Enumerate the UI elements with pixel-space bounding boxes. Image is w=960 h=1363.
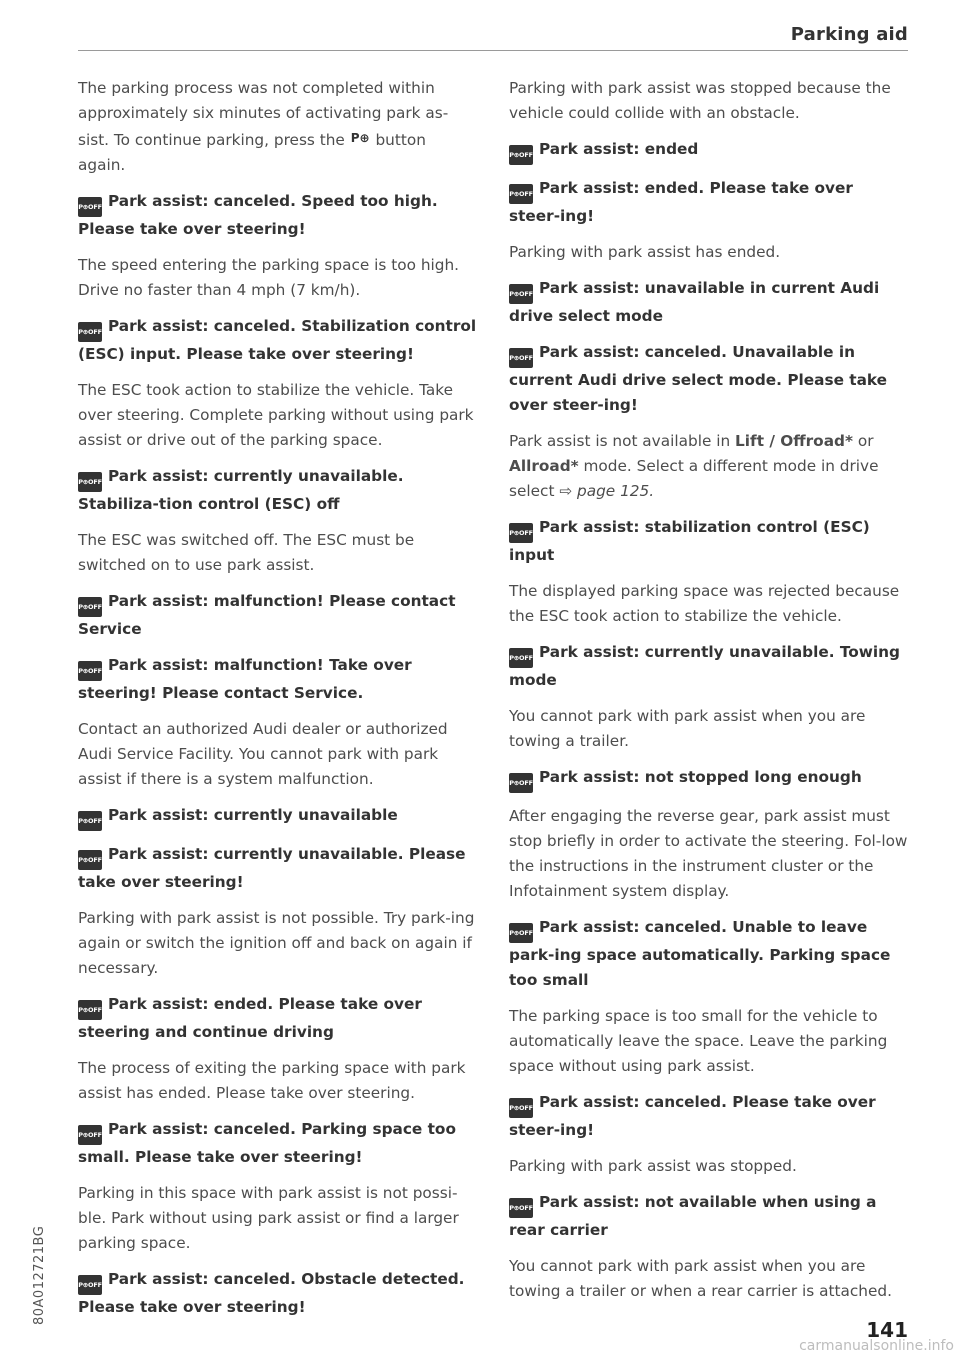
paragraph: Contact an authorized Audi dealer or authorized Audi Service Facility. You cannot park with park assist if there is a system malfunction.: [78, 720, 448, 788]
park-assist-off-icon: P⊕OFF: [78, 1125, 102, 1145]
right-column: [509, 76, 909, 1315]
document-code: 80A012721BG: [32, 1225, 47, 1325]
message-heading: [78, 314, 478, 367]
mode-name: Allroad*: [509, 457, 579, 475]
paragraph: Parking in this space with park assist is not possi-ble. Park without using park assist or find a larger parking space.: [78, 1184, 459, 1252]
paragraph: The displayed parking space was rejected because the ESC took action to stabilize the vehicle.: [509, 582, 900, 625]
body-text: mode. Select a different mode in drive select: [509, 457, 879, 500]
message-text: Park assist: unavailable in current Audi drive select mode: [509, 279, 880, 325]
message-heading: [509, 765, 909, 793]
park-assist-off-icon: P⊕OFF: [509, 348, 533, 368]
park-assist-off-icon: P⊕OFF: [78, 472, 102, 492]
paragraph: The process of exiting the parking space with park assist has ended. Please take over steering.: [78, 1059, 466, 1102]
message-heading: [509, 1190, 909, 1243]
park-assist-off-icon: P⊕OFF: [509, 648, 533, 668]
message-heading: [509, 340, 909, 418]
mode-name: Lift / Offroad*: [735, 432, 853, 450]
message-heading: [78, 1117, 478, 1170]
paragraph: The speed entering the parking space is too high. Drive no faster than 4 mph (7 km/h).: [78, 256, 460, 299]
message-text: Park assist: malfunction! Take over steering! Please contact Service.: [78, 656, 412, 702]
message-text: Park assist: not stopped long enough: [539, 768, 862, 786]
body-text: The parking process was not completed within approximately six minutes of activating park as-sist. To continue parking, press the: [78, 79, 449, 149]
page-reference-link[interactable]: ⇨ page 125.: [559, 482, 655, 500]
paragraph: Parking with park assist has ended.: [509, 243, 781, 261]
paragraph: Parking with park assist was stopped.: [509, 1157, 797, 1175]
park-assist-off-icon: P⊕OFF: [509, 523, 533, 543]
message-text: Park assist: currently unavailable. Please take over steering!: [78, 845, 466, 891]
header-rule: [78, 50, 908, 51]
park-assist-off-icon: P⊕OFF: [509, 284, 533, 304]
message-heading: [509, 276, 909, 329]
paragraph: [78, 76, 478, 178]
message-heading: [509, 640, 909, 693]
message-text: Park assist: canceled. Stabilization control (ESC) input. Please take over steering!: [78, 317, 477, 363]
message-heading: [509, 915, 909, 993]
message-text: Park assist: canceled. Unavailable in current Audi drive select mode. Please take over steer-ing!: [509, 343, 888, 414]
paragraph: The ESC was switched off. The ESC must be switched on to use park assist.: [78, 531, 415, 574]
park-assist-off-icon: P⊕OFF: [78, 661, 102, 681]
paragraph: You cannot park with park assist when you are towing a trailer.: [509, 707, 866, 750]
message-text: Park assist: not available when using a rear carrier: [509, 1193, 877, 1239]
message-text: Park assist: canceled. Unable to leave park-ing space automatically. Parking space too small: [509, 918, 891, 989]
body-text: or: [857, 432, 874, 450]
message-heading: [78, 842, 478, 895]
message-text: Park assist: currently unavailable: [108, 806, 398, 824]
paragraph: You cannot park with park assist when you are towing a trailer or when a rear carrier is attached.: [509, 1257, 892, 1300]
paragraph: [509, 429, 909, 504]
left-column: [78, 76, 478, 1331]
message-text: Park assist: stabilization control (ESC) input: [509, 518, 870, 564]
paragraph: Parking with park assist is not possible. Try park-ing again or switch the ignition off and back on again if necessary.: [78, 909, 475, 977]
message-heading: [509, 176, 909, 229]
park-assist-off-icon: P⊕OFF: [509, 184, 533, 204]
section-title: Parking aid: [790, 24, 908, 45]
paragraph: The parking space is too small for the vehicle to automatically leave the space. Leave the parking space without using park assist.: [509, 1007, 888, 1075]
park-assist-off-icon: P⊕OFF: [78, 811, 102, 831]
message-heading: [78, 992, 478, 1045]
park-assist-off-icon: P⊕OFF: [78, 1000, 102, 1020]
message-heading: [78, 1267, 478, 1320]
body-text: Park assist is not available in: [509, 432, 731, 450]
page-number: 141: [866, 1318, 908, 1342]
message-text: Park assist: canceled. Please take over steer-ing!: [509, 1093, 876, 1139]
message-text: Park assist: canceled. Speed too high. Please take over steering!: [78, 192, 438, 238]
watermark: carmanualsonline.info: [799, 1338, 954, 1354]
park-assist-off-icon: P⊕OFF: [509, 923, 533, 943]
message-heading: [509, 1090, 909, 1143]
message-text: Park assist: ended: [539, 140, 699, 158]
park-assist-off-icon: P⊕OFF: [78, 197, 102, 217]
paragraph: The ESC took action to stabilize the vehicle. Take over steering. Complete parking without using park assist or drive out of the parking space.: [78, 381, 474, 449]
park-assist-off-icon: P⊕OFF: [509, 773, 533, 793]
park-assist-off-icon: P⊕OFF: [509, 1098, 533, 1118]
park-assist-off-icon: P⊕OFF: [78, 597, 102, 617]
message-text: Park assist: canceled. Parking space too small. Please take over steering!: [78, 1120, 456, 1166]
paragraph: Parking with park assist was stopped because the vehicle could collide with an obstacle.: [509, 79, 891, 122]
message-heading: [509, 137, 909, 165]
park-assist-button-icon: P⊕: [350, 131, 370, 145]
message-text: Park assist: canceled. Obstacle detected. Please take over steering!: [78, 1270, 465, 1316]
message-heading: [78, 589, 478, 642]
body-text: button again.: [78, 131, 426, 174]
message-text: Park assist: malfunction! Please contact Service: [78, 592, 456, 638]
park-assist-off-icon: P⊕OFF: [509, 1198, 533, 1218]
paragraph: After engaging the reverse gear, park assist must stop briefly in order to activate the steering. Fol-low the instructions in the instrument cluster or the Infotainment system display.: [509, 807, 908, 900]
park-assist-off-icon: P⊕OFF: [509, 145, 533, 165]
message-text: Park assist: currently unavailable. Stabiliza-tion control (ESC) off: [78, 467, 404, 513]
message-heading: [509, 515, 909, 568]
message-text: Park assist: ended. Please take over steering and continue driving: [78, 995, 422, 1041]
park-assist-off-icon: P⊕OFF: [78, 322, 102, 342]
message-text: Park assist: currently unavailable. Towing mode: [509, 643, 900, 689]
park-assist-off-icon: P⊕OFF: [78, 1275, 102, 1295]
park-assist-off-icon: P⊕OFF: [78, 850, 102, 870]
message-heading: [78, 189, 478, 242]
message-heading: [78, 653, 478, 706]
message-heading: [78, 464, 478, 517]
message-heading: [78, 803, 478, 831]
message-text: Park assist: ended. Please take over steer-ing!: [509, 179, 853, 225]
